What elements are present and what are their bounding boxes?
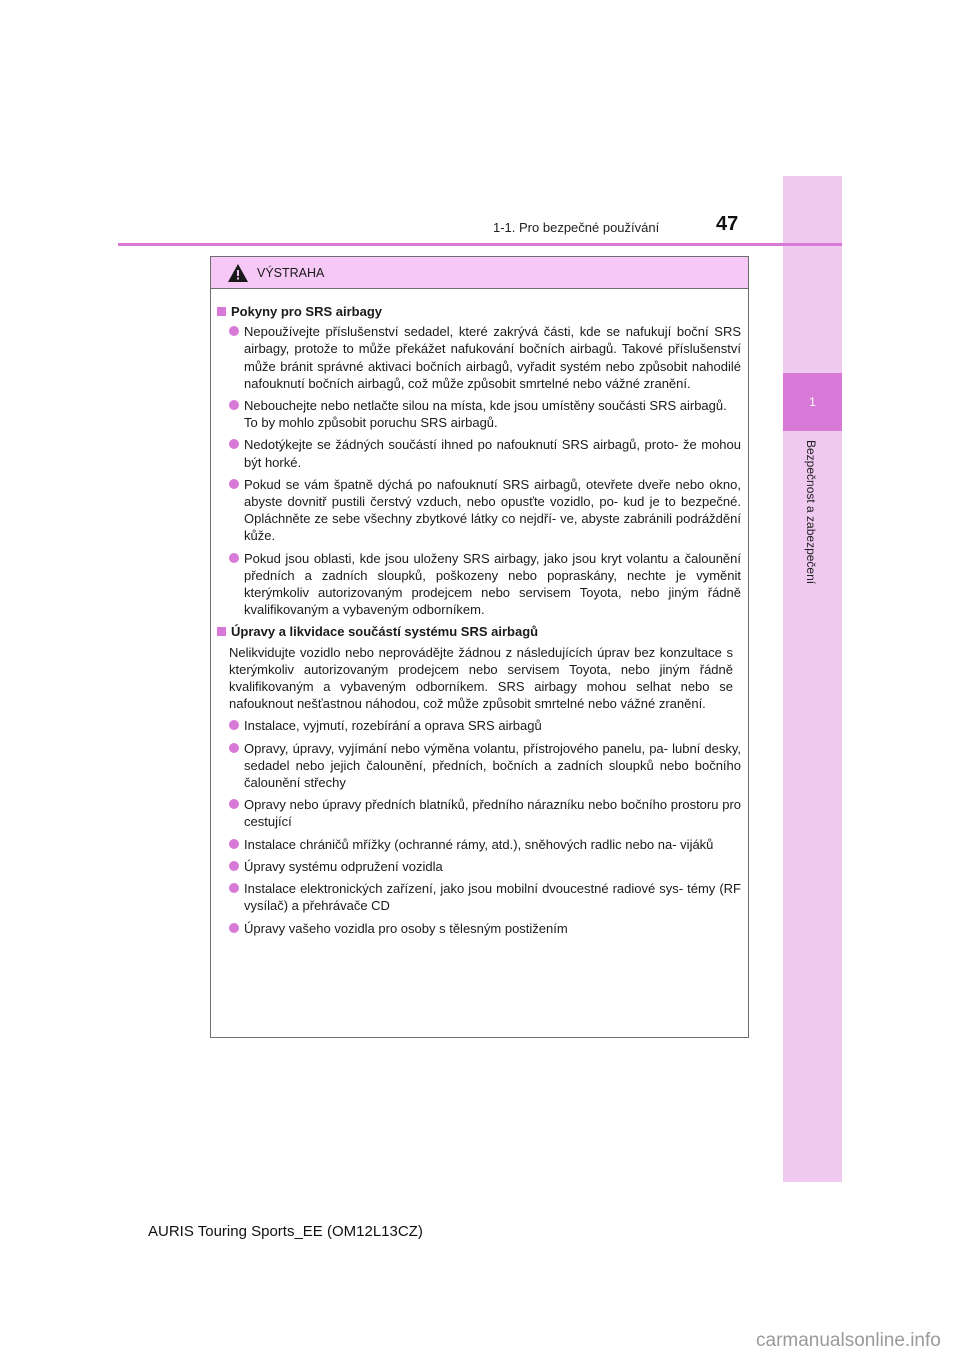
list-item-text: Opravy, úpravy, vyjímání nebo výměna volantu, přístrojového panelu, pa- lubní desky, sedadel nebo jejich čalounění, předních, bočních a zadních sloupků nebo bočního čalounění střechy (244, 740, 741, 791)
list-item-text: Instalace chráničů mřížky (ochranné rámy, atd.), sněhových radlic nebo na- vijáků (244, 836, 714, 852)
circle-bullet-icon (229, 861, 239, 871)
list-item-text: Instalace, vyjmutí, rozebírání a oprava SRS airbagů (244, 718, 542, 734)
list-item (229, 397, 741, 431)
list-item (229, 920, 741, 937)
list-item-text: Nebouchejte nebo netlačte silou na místa, kde jsou umístěny součásti SRS airbagů. To by mohlo způsobit poruchu SRS airbagů. (244, 398, 727, 431)
list-item (229, 550, 741, 619)
list-item (229, 740, 741, 792)
square-bullet-icon (217, 307, 226, 316)
list-item-text: Nedotýkejte se žádných součástí ihned po nafouknutí SRS airbagů, proto- že mohou být horké. (244, 437, 741, 470)
warning-body (211, 289, 748, 937)
circle-bullet-icon (229, 553, 239, 563)
chapter-number-tab[interactable] (783, 373, 842, 431)
circle-bullet-icon (229, 883, 239, 893)
footer-model-label: AURIS Touring Sports_EE (OM12L13CZ) (148, 1223, 423, 1240)
circle-bullet-icon (229, 799, 239, 809)
chapter-title: Bezpečnost a zabezpečení (804, 440, 818, 585)
circle-bullet-icon (229, 839, 239, 849)
circle-bullet-icon (229, 439, 239, 449)
section-paragraph: Nelikvidujte vozidlo nebo neprovádějte žádnou z následujících úprav bez konzultace s kterýmkoliv autorizovaným prodejcem nebo servisem Toyota, nebo jiným řádně kvalifikovaným a vybaveným odborníkem. SRS airbagy mohou selhat nebo se nafouknout nešťastnou náhodou, což může způsobit smrtelné nebo vážné zranění. (229, 644, 733, 712)
circle-bullet-icon (229, 400, 239, 410)
warning-header (211, 257, 748, 289)
circle-bullet-icon (229, 720, 239, 730)
list-item (229, 717, 741, 734)
warning-title: VÝSTRAHA (257, 265, 325, 280)
list-item (229, 796, 741, 830)
page-number: 47 (716, 213, 739, 235)
header-divider (118, 243, 842, 246)
list-item-text: Úpravy vašeho vozidla pro osoby s tělesným postižením (244, 920, 568, 936)
list-item (229, 323, 741, 392)
list-item-text: Úpravy systému odpružení vozidla (244, 858, 443, 874)
list-item (229, 836, 741, 853)
list-item (229, 858, 741, 875)
circle-bullet-icon (229, 923, 239, 933)
list-item (229, 476, 741, 545)
circle-bullet-icon (229, 326, 239, 336)
list-item-text: Opravy nebo úpravy předních blatníků, předního nárazníku nebo bočního prostoru pro cestující (244, 797, 741, 830)
warning-box (210, 256, 749, 1038)
section-heading-text: Úpravy a likvidace součástí systému SRS airbagů (231, 624, 539, 640)
square-bullet-icon (217, 627, 226, 636)
list-item-text: Instalace elektronických zařízení, jako jsou mobilní dvoucestné radiové sys- témy (RF vysílač) a přehrávače CD (244, 881, 741, 914)
section-heading-srs-modification (217, 623, 741, 640)
list-item (229, 880, 741, 914)
circle-bullet-icon (229, 479, 239, 489)
watermark-link[interactable]: carmanualsonline.info (756, 1330, 941, 1351)
section-heading-text: Pokyny pro SRS airbagy (231, 304, 382, 319)
chapter-side-tab (783, 176, 842, 1182)
list-item-text: Pokud se vám špatně dýchá po nafouknutí SRS airbagů, otevřete dveře nebo okno, abyste dovnitř pustili čerstvý vzduch, nebo opusťte vozidlo, po- kud je to bezpečné. Opláchněte ze sebe všechny zbytkové látky co nejdří- ve, abyste zabránili podráždění kůže. (244, 476, 741, 544)
warning-triangle-icon (227, 263, 249, 283)
section-heading-srs-instructions (217, 303, 741, 320)
list-item-text: Nepoužívejte příslušenství sedadel, které zakrývá části, kde se nafukují boční SRS airbagy, protože to může překážet nafukování bočních airbagů. Takové příslušenství může bránit správné aktivaci bočních airbagů, vyřadit systém nebo způsobit nahodilé nafouknutí bočních airbagů, což může způsobit smrtelné nebo vážné zranění. (244, 324, 741, 391)
section-title: 1-1. Pro bezpečné používání (493, 220, 660, 235)
circle-bullet-icon (229, 743, 239, 753)
list-item-text: Pokud jsou oblasti, kde jsou uloženy SRS airbagy, jako jsou kryt volantu a čalounění předních a zadních sloupků, poškozeny nebo popraskány, nechte je vyměnit kterýmkoliv autorizovaným prodejcem nebo servisem Toyota, nebo jiným řádně kvalifikovaným a vybaveným odborníkem. (244, 550, 741, 618)
chapter-number: 1 (809, 395, 816, 409)
list-item (229, 436, 741, 470)
